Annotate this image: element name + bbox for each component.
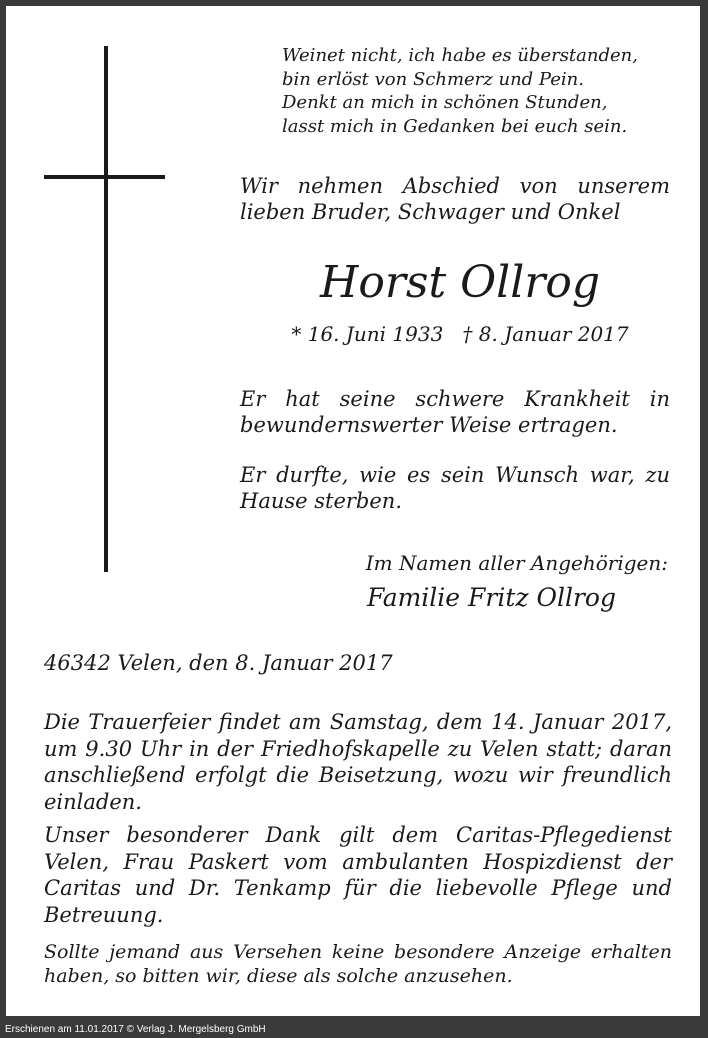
- cross-vertical-bar: [104, 46, 108, 572]
- signature-family: Familie Fritz Ollrog: [367, 583, 616, 612]
- thanks-text: Unser besonderer Dank gilt dem Caritas-Pflegedienst Velen, Frau Paskert vom ambulanten Hospizdienst der Caritas und Dr. Tenkamp für die liebevolle Pflege und Betreuung.: [44, 823, 672, 927]
- poem-line: Denkt an mich in schönen Stunden,: [282, 92, 608, 113]
- funeral-details: Die Trauerfeier findet am Samstag, dem 14. Januar 2017, um 9.30 Uhr in der Friedhofskapelle zu Velen statt; daran anschließend erfolgt die Beisetzung, wozu wir freundlich einladen.: [44, 710, 672, 814]
- paragraph-home: Er durfte, wie es sein Wunsch war, zu Hause sterben.: [240, 463, 670, 513]
- notice-note: Sollte jemand aus Versehen keine besondere Anzeige erhalten haben, so bitten wir, diese als solche anzusehen.: [44, 941, 672, 987]
- intro-text: Wir nehmen Abschied von unserem lieben Bruder, Schwager und Onkel: [240, 174, 670, 224]
- poem-line: Weinet nicht, ich habe es überstanden,: [282, 45, 638, 66]
- life-dates: [240, 321, 680, 347]
- death-date: † 8. Januar 2017: [462, 322, 629, 346]
- paragraph-illness: Er hat seine schwere Krankheit in bewundernswerter Weise ertragen.: [240, 387, 670, 437]
- publication-footer: Erschienen am 11.01.2017 © Verlag J. Mergelsberg GmbH: [5, 1024, 266, 1035]
- place-date: 46342 Velen, den 8. Januar 2017: [44, 651, 393, 675]
- poem-line: lasst mich in Gedanken bei euch sein.: [282, 115, 628, 137]
- cross-horizontal-bar: [44, 175, 165, 179]
- obituary-notice: [6, 6, 700, 1016]
- signature-label: Im Namen aller Angehörigen:: [365, 551, 668, 575]
- birth-date: * 16. Juni 1933: [291, 322, 444, 346]
- poem-line: bin erlöst von Schmerz und Pein.: [282, 68, 584, 90]
- deceased-name: Horst Ollrog: [319, 257, 601, 308]
- poem: [282, 44, 692, 138]
